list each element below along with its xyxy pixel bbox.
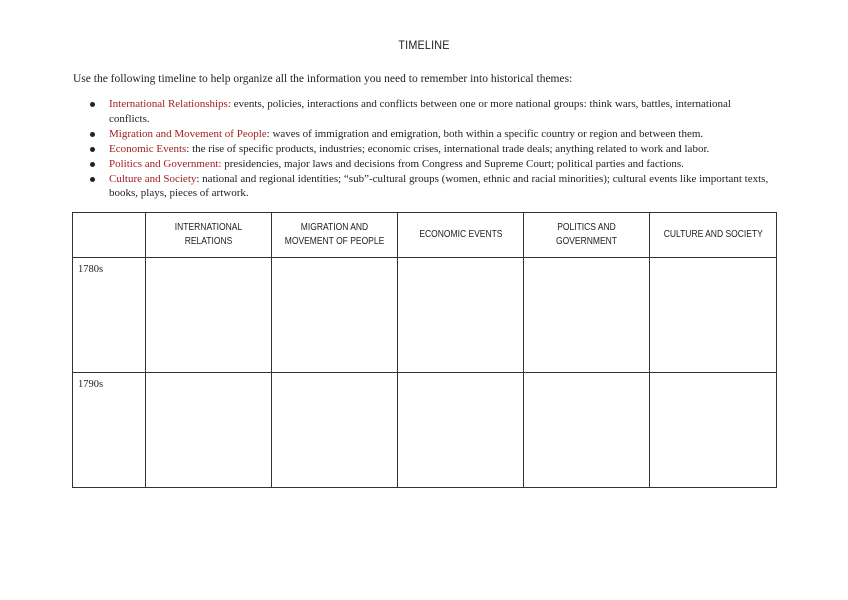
header-corner <box>73 213 146 258</box>
header-culture-society: CULTURE AND SOCIETY <box>650 213 777 258</box>
theme-item <box>73 172 773 201</box>
table-cell[interactable] <box>398 373 524 488</box>
table-cell[interactable] <box>146 258 272 373</box>
theme-item <box>73 97 773 126</box>
theme-term: Politics and Government: <box>109 157 222 170</box>
bullet-icon <box>90 132 95 137</box>
header-international-relations: INTERNATIONAL RELATIONS <box>146 213 272 258</box>
table-cell[interactable] <box>650 258 777 373</box>
bullet-icon <box>90 162 95 167</box>
bullet-icon <box>90 147 95 152</box>
intro-text: Use the following timeline to help organize all the information you need to remember into historical themes: <box>73 73 573 85</box>
themes-list <box>73 97 773 201</box>
theme-item <box>73 142 773 157</box>
bullet-icon <box>90 177 95 182</box>
row-label-decade: 1780s <box>73 258 146 373</box>
theme-term: Economic Events <box>109 142 187 155</box>
theme-term: Migration and Movement of People <box>109 127 267 140</box>
table-cell[interactable] <box>272 258 398 373</box>
theme-desc: events, policies, interactions and conflicts between one or more national groups: think wars, battles, international conflicts. <box>109 98 731 125</box>
theme-desc: : waves of immigration and emigration, both within a specific country or region and between them. <box>266 127 704 140</box>
row-label-decade: 1790s <box>73 373 146 488</box>
timeline-table <box>72 212 777 488</box>
table-cell[interactable] <box>524 258 650 373</box>
theme-item <box>73 127 773 142</box>
page-title: TIMELINE <box>398 38 450 52</box>
header-migration: MIGRATION AND MOVEMENT OF PEOPLE <box>272 213 398 258</box>
table-cell[interactable] <box>650 373 777 488</box>
table-cell[interactable] <box>524 373 650 488</box>
table-cell[interactable] <box>146 373 272 488</box>
theme-desc: presidencies, major laws and decisions from Congress and Supreme Court; political parties and factions. <box>221 157 684 170</box>
table-row <box>73 258 777 373</box>
theme-term: Culture and Society <box>109 172 197 185</box>
theme-desc: : national and regional identities; “sub”-cultural groups (women, ethnic and racial minorities); cultural events like important texts, books, plays, pieces of artwork. <box>109 172 769 199</box>
theme-item <box>73 157 773 172</box>
header-economic-events: ECONOMIC EVENTS <box>398 213 524 258</box>
header-politics-government: POLITICS AND GOVERNMENT <box>524 213 650 258</box>
bullet-icon <box>90 102 95 107</box>
table-header-row <box>73 213 777 258</box>
theme-term: International Relationships: <box>109 98 231 110</box>
table-row <box>73 373 777 488</box>
theme-desc: : the rise of specific products, industries; economic crises, international trade deals; anything related to work and labor. <box>186 142 710 155</box>
table-cell[interactable] <box>398 258 524 373</box>
table-cell[interactable] <box>272 373 398 488</box>
